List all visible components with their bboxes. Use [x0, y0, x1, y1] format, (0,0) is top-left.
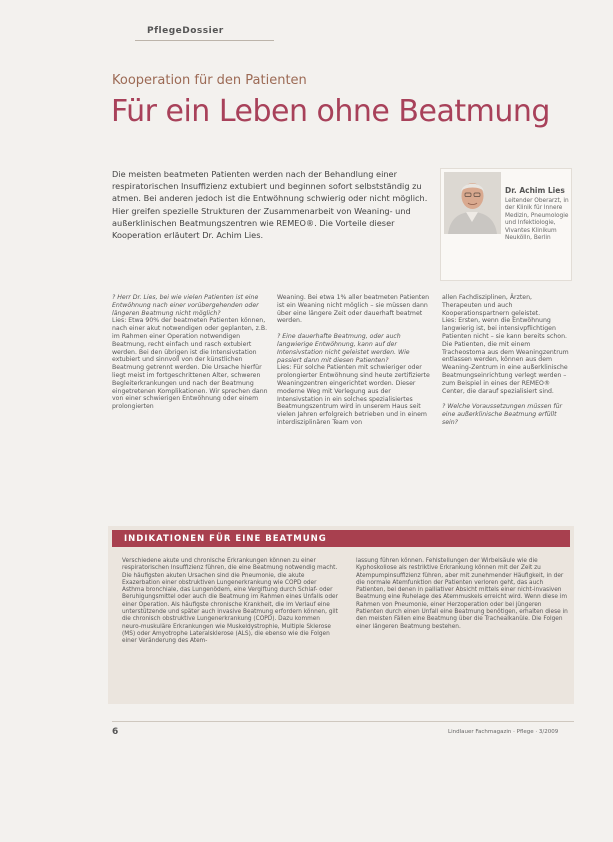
interview-question: ? Welche Voraussetzungen müssen für eine außerklinische Beatmung erfüllt sein? — [442, 403, 563, 426]
portrait-photo-icon — [444, 172, 501, 234]
body-column-3 — [442, 294, 571, 427]
interview-answer: allen Fachdisziplinen, Ärzten, Therapeuten und auch Kooperationspartnern geleistet. — [442, 294, 541, 317]
body-column-2 — [277, 294, 434, 427]
article-lead: Die meisten beatmeten Patienten werden nach der Behandlung einer respiratorischen Insuffizienz extubiert und beginnen sofort selbstständig zu atmen. Bei anderen jedoch ist die Entwöhnung schwierig oder nicht möglich. Hier greifen spezielle Strukturen der Zusammenarbeit von Weaning- und außerklinischen Beatmungszentren wie REMEO®. Die Vorteile dieser Kooperation erläutert Dr. Achim Lies. — [112, 169, 428, 241]
section-tag-rule — [135, 40, 274, 41]
info-box-column-1: Verschiedene akute und chronische Erkrankungen können zu einer respiratorischen Insuffizienz führen, die eine Beatmung notwendig macht. Die häufigsten akuten Ursachen sind die Pneumonie, die akute Exazerbation einer obstruktiven Lungenerkrankung wie COPD oder Asthma bronchiale, das Lungenödem, eine Vergiftung durch Schlaf- oder Beruhigungsmittel oder auch die Beatmung im Rahmen eines Unfalls oder einer Operation. Als häufigste chronische Krankheit, die im Verlauf eine unterstützende und später auch invasive Beatmung erfordern können, gilt die chronisch obstruktive Lungenerkrankung (COPD). Dazu kommen neuro-muskuläre Erkrankungen wie Muskeldystrophie, Multiple Sklerose (MS) oder Amyotrophe Lateralsklerose (ALS), die ebenso wie die Folgen einer Veränderung des Atem- — [122, 558, 338, 645]
interview-question: ? Herr Dr. Lies, bei wie vielen Patienten ist eine Entwöhnung nach einer vorübergehenden oder längeren Beatmung nicht möglich? — [112, 294, 259, 317]
footer-source: Lindlauer Fachmagazin · Pflege · 3/2009 — [448, 729, 559, 735]
page-number: 6 — [112, 727, 119, 737]
info-box-column-2: lassung führen können. Fehlstellungen der Wirbelsäule wie die Kyphoskoliose als restriktive Erkrankung können mit der Zeit zu Atempumpinsuffizienz führen, aber mit zunehmender Häufigkeit, in der die normale Atemfunktion der Patienten verloren geht, das auch Patienten, bei denen in palliativer Absicht mittels einer nicht-invasiven Beatmung eine Ruhelage des Atemmuskels erreicht wird. Wenn diese im Rahmen von Pneumonie, einer Herzoperation oder bei jüngeren Patienten durch einen Unfall eine Beatmung benötigen, erhalten diese in den meisten Fällen eine Beatmung über die Trachealkanüle. Die Folgen einer längeren Beatmung bestehen. — [356, 558, 568, 630]
article-kicker: Kooperation für den Patienten — [112, 73, 307, 88]
interview-answer: Lies: Ersten, wenn die Entwöhnung langwierig ist, bei intensivpflichtigen Patienten nicht – sie kann bereits schon. Die Patienten, die mit einem Tracheostoma aus dem Weaningzentrum entlassen werden, können aus dem Weaning-Zentrum in eine außerklinische Beatmungseinrichtung verlegt werden – zum Beispiel in eines der REMEO® Center, die darauf spezialisiert sind. — [442, 317, 569, 395]
interview-answer: Lies: Etwa 90% der beatmeten Patienten können, nach einer akut notwendigen oder geplanten, z.B. im Rahmen einer Operation notwendigen Beatmung, recht einfach und rasch extubiert werden. Bei den übrigen ist die Intensivstation extubiert und sinnvoll von der künstlichen Beatmung getrennt werden. Die Ursache hierfür liegt meist im fortgeschrittenen Alter, schweren Begleiterkrankungen und nach der Beatmung eingetretenen Komplikationen. Wir sprechen dann von einer schwierigen Entwöhnung oder einem prolongierten — [112, 317, 268, 411]
section-tag: PflegeDossier — [147, 26, 224, 36]
portrait-photo — [444, 172, 501, 234]
footer-rule — [112, 721, 574, 722]
interview-question: ? Eine dauerhafte Beatmung, oder auch langwierige Entwöhnung, kann auf der Intensivstation nicht geleistet werden. Wie passiert dann mit diesen Patienten? — [277, 333, 410, 364]
body-column-1 — [112, 294, 268, 411]
interview-answer: Lies: Für solche Patienten mit schwieriger oder prolongierter Entwöhnung sind heute zertifizierte Weaningzentren eingerichtet worden. Dieser moderne Weg mit Verlegung aus der Intensivstation in ein solches spezialisiertes Beatmungszentrum wird in unserem Haus seit vielen Jahren erfolgreich betrieben und in einem interdisziplinären Team von — [277, 364, 430, 426]
info-box-title: INDIKATIONEN FÜR EINE BEATMUNG — [124, 534, 327, 544]
interview-answer: Weaning. Bei etwa 1% aller beatmeten Patienten ist ein Weaning nicht möglich – sie müssen dann über eine längere Zeit oder dauerhaft beatmet werden. — [277, 294, 430, 325]
author-name: Dr. Achim Lies — [505, 186, 565, 195]
author-caption: Leitender Oberarzt, in der Klinik für Innere Medizin, Pneumologie und Infektiologie, Vivantes Klinikum Neukölln, Berlin — [505, 198, 569, 242]
article-title: Für ein Leben ohne Beatmung — [111, 94, 550, 129]
